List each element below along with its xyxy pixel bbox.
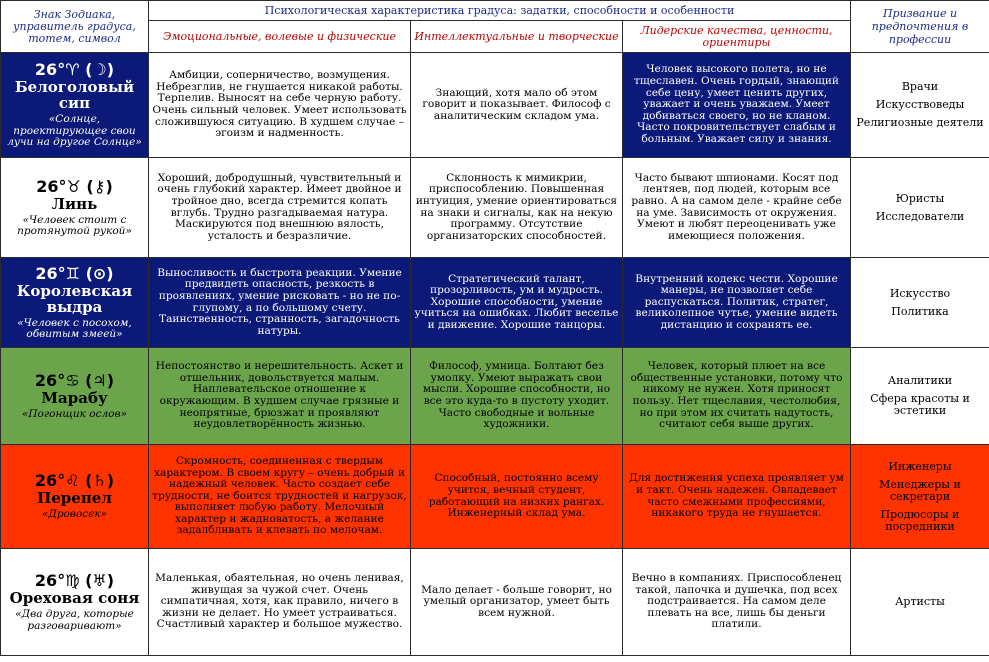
- profession-cell: [851, 445, 989, 549]
- degree-label: 26°♋ (♃): [34, 370, 115, 390]
- totem-name: Королевская выдра: [16, 281, 133, 316]
- table-row: [1, 258, 989, 348]
- table-row: [1, 445, 989, 549]
- profession-cell: [851, 549, 989, 656]
- degree-label: 26°♍ (♅): [34, 571, 115, 590]
- totem-name: Белоголовый сип: [14, 78, 135, 113]
- leadership-cell: Часто бывают шпионами. Косят под лентяев, под людей, которым все равно. А на самом деле - крайне себе на уме. Зависимость от окружения. Умеют и любят переоценивать уже имеющиеся положения.: [623, 158, 851, 258]
- sign-cell: [1, 158, 149, 258]
- intellectual-cell: Знающий, хотя мало об этом говорит и показывает. Философ с аналитическим складом ума.: [411, 53, 623, 158]
- emotional-cell: Хороший, добродушный, чувствительный и очень глубокий характер. Имеет двойное и тройное дно, всегда стремится копать вглубь. Трудно разгадываемая натура. Маскируются под внешнюю вялость, усталость и безразличие.: [149, 158, 411, 258]
- symbol-motto: «Дровосек»: [41, 508, 108, 521]
- sign-cell: [1, 348, 149, 445]
- header-leadership: Лидерские качества, ценности, ориентиры: [623, 21, 851, 53]
- totem-name: Линь: [51, 194, 98, 213]
- leadership-cell: Человек, который плюет на все общественные установки, потому что никому не нужен. Хотя приносят пользу. Нет тщеславия, честолюбия, но при этом их считать надутость, считают себя выше других.: [623, 348, 851, 445]
- profession-item: Религиозные деятели: [856, 116, 984, 129]
- intellectual-cell: Философ, умница. Болтают без умолку. Умеют выражать свои мысли. Хорошие способности, но все это куда-то в пустоту уходит. Часто свободные и вольные художники.: [411, 348, 623, 445]
- leadership-cell: Человек высокого полета, но не тщеславен. Очень гордый, знающий себе цену, умеет ценить других, уважает и очень уважаем. Умеет добиваться своего, но не кланом. Часто покровительствует слабым и больным. Уважает силу и знания.: [623, 53, 851, 158]
- profession-item: Инженеры: [888, 459, 952, 473]
- profession-cell: [851, 258, 989, 348]
- profession-cell: [851, 53, 989, 158]
- leadership-cell: Внутренний кодекс чести. Хорошие манеры, не позволяет себе распускаться. Политик, стратег, великолепное чутье, умение видеть дистанцию и сохранять ее.: [623, 258, 851, 348]
- profession-cell: [851, 348, 989, 445]
- profession-item: Политика: [891, 304, 949, 318]
- profession-item: Искусство: [889, 286, 951, 300]
- header-main: Психологическая характеристика градуса: задатки, способности и особенности: [149, 1, 851, 21]
- symbol-motto: «Человек стоит с протянутой рукой»: [17, 213, 132, 237]
- header-intellectual: Интеллектуальные и творческие: [411, 21, 623, 53]
- leadership-cell: Вечно в компаниях. Приспособленец такой, лапочка и душечка, под всех подстраивается. На самом деле плевать на все, лишь бы деньги платили.: [623, 549, 851, 656]
- sign-cell: [1, 549, 149, 656]
- profession-item: Менеджеры и секретари: [879, 477, 961, 503]
- degree-label: 26°♊ (⊙): [35, 263, 114, 283]
- header-emotional: Эмоциональные, волевые и физические: [149, 21, 411, 53]
- intellectual-cell: Мало делает - больше говорит, но умелый организатор, умеет быть всем нужной.: [411, 549, 623, 656]
- intellectual-cell: Способный, постоянно всему учится, вечный студент, работающий на низких рангах. Инженерный склад ума.: [411, 445, 623, 549]
- emotional-cell: Выносливость и быстрота реакции. Умение предвидеть опасность, резкость в проявлениях, умение рисковать - но не по-глупому, а по большому счету. Таинственность, странность, загадочность натуры.: [149, 258, 411, 348]
- degree-label: 26°♈ (☽): [34, 60, 115, 80]
- sign-cell: [1, 53, 149, 158]
- degree-label: 26°♉ (⚷): [36, 176, 113, 196]
- profession-item: Продюсоры и посредники: [880, 507, 960, 533]
- symbol-motto: «Человек с посохом, обвитым змеей»: [17, 316, 132, 340]
- table-row: [1, 158, 989, 258]
- table-row: [1, 53, 989, 158]
- profession-item: Врачи: [901, 80, 939, 93]
- profession-item: Аналитики: [887, 374, 953, 387]
- symbol-motto: «Солнце, проектирующее свои лучи на другое Солнце»: [7, 113, 142, 149]
- profession-item: Исследователи: [875, 209, 965, 223]
- sign-cell: [1, 258, 149, 348]
- profession-item: Артисты: [895, 595, 945, 608]
- profession-item: Сфера красоты и эстетики: [870, 392, 970, 417]
- header-sign-column: Знак Зодиака, управитель градуса, тотем, символ: [1, 1, 149, 53]
- intellectual-cell: Склонность к мимикрии, приспособлению. Повышенная интуиция, умение ориентироваться на знаки и сигналы, как на некую программу. Отсутствие организаторских способностей.: [411, 158, 623, 258]
- emotional-cell: Амбиции, соперничество, возмущения. Небрезглив, не гнушается никакой работы. Терпелив. Выносят на себе черную работу. Очень сильный человек. Умеет использовать сложившуюся ситуацию. В худшем случае – эгоизм и надменность.: [149, 53, 411, 158]
- sign-cell: [1, 445, 149, 549]
- emotional-cell: Скромность, соединенная с твердым характером. В своем кругу – очень добрый и надежный человек. Часто создает себе трудности, не боится трудностей и нагрузок, выполняет любую работу. Мелочный характер и жадноватость, а желание задалбливать и клевать по мелочам.: [149, 445, 411, 549]
- symbol-motto: «Два друга, которые разговаривают»: [15, 608, 134, 632]
- emotional-cell: Непостоянство и нерешительность. Аскет и отшельник, довольствуется малым. Наплевательское отношение к окружающим. В худшем случае грязные и неопрятные, брюзжат и проявляют неудовлетворённость жизнью.: [149, 348, 411, 445]
- totem-name: Перепел: [37, 489, 112, 508]
- degree-label: 26°♌ (♄): [34, 471, 115, 491]
- table-row: [1, 549, 989, 656]
- emotional-cell: Маленькая, обаятельная, но очень ленивая, живущая за чужой счет. Очень симпатичная, хотя, как правило, ничего в жизни не делает. Но умеет устраиваться. Счастливый характер и большое мужество.: [149, 549, 411, 656]
- profession-cell: [851, 158, 989, 258]
- intellectual-cell: Стратегический талант, прозорливость, ум и мудрость. Хорошие способности, умение учиться на ошибках. Любит веселье и движение. Хорошие танцоры.: [411, 258, 623, 348]
- totem-name: Ореховая соня: [9, 589, 140, 607]
- table-row: [1, 348, 989, 445]
- leadership-cell: Для достижения успеха проявляет ум и такт. Очень надежен. Овладевает часто смежными профессиями, никакого труда не гнушается.: [623, 445, 851, 549]
- totem-name: Марабу: [41, 388, 108, 407]
- profession-item: Искусствоведы: [875, 98, 965, 111]
- profession-item: Юристы: [895, 191, 945, 205]
- symbol-motto: «Погонщик ослов»: [21, 407, 128, 420]
- header-profession: Призвание и предпочтения в профессии: [851, 1, 989, 53]
